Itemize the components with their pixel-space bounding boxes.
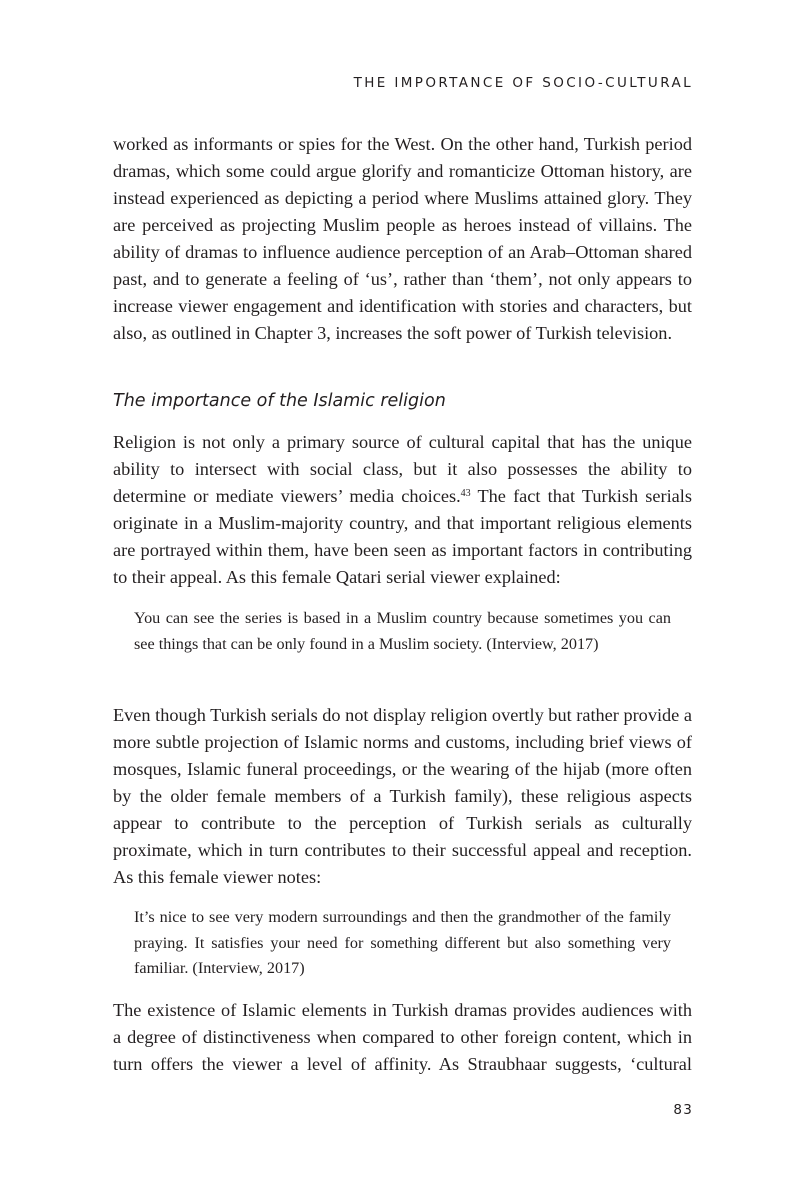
body-paragraph: worked as informants or spies for the West. On the other hand, Turkish period dramas, which some could argue glorify and romanticize Ottoman history, are instead experienced as depicting a period where Muslims attained glory. They are perceived as projecting Muslim people as heroes instead of villains. The ability of dramas to influence audience perception of an Arab–Ottoman shared past, and to generate a feeling of ‘us’, rather than ‘them’, not only appears to increase viewer engagement and identification with stories and characters, but also, as outlined in Chapter 3, increases the soft power of Turkish television. bbox=[113, 134, 692, 343]
body-paragraph bbox=[113, 429, 692, 591]
running-head: THE IMPORTANCE OF SOCIO-CULTURAL bbox=[353, 75, 693, 91]
body-paragraph: Even though Turkish serials do not display religion overtly but rather provide a more subtle projection of Islamic norms and customs, including brief views of mosques, Islamic funeral proceedings, or the wearing of the hijab (more often by the older female members of a Turkish family), these religious aspects appear to contribute to the perception of Turkish serials as culturally proximate, which in turn contributes to their successful appeal and reception. As this female viewer notes: bbox=[113, 705, 692, 887]
block-quote: You can see the series is based in a Muslim country because sometimes you can see things that can be only found in a Muslim society. (Interview, 2017) bbox=[134, 609, 671, 653]
block-quote: It’s nice to see very modern surroundings and then the grandmother of the family praying. It satisfies your need for something different but also something very familiar. (Interview, 2017) bbox=[134, 908, 671, 977]
paragraph-text: The fact that Turkish serials originate in a Muslim-majority country, and that important religious elements are portrayed within them, have been seen as important factors in contributing to their appeal. As this female Qatari serial viewer explained: bbox=[113, 486, 692, 587]
paragraph-text: Religion is not only a primary source of cultural capital that has the unique ability to intersect with social class, but it also possesses the ability to determine or mediate viewers’ media choices. bbox=[113, 432, 692, 506]
page-number: 83 bbox=[673, 1102, 693, 1118]
footnote-reference[interactable]: 43 bbox=[460, 488, 471, 499]
body-paragraph: The existence of Islamic elements in Turkish dramas provides audiences with a degree of distinctiveness when compared to other foreign content, which in turn offers the viewer a level of affinity. As Straubhaar suggests, ‘cultural bbox=[113, 1000, 692, 1074]
section-heading: The importance of the Islamic religion bbox=[113, 391, 446, 411]
